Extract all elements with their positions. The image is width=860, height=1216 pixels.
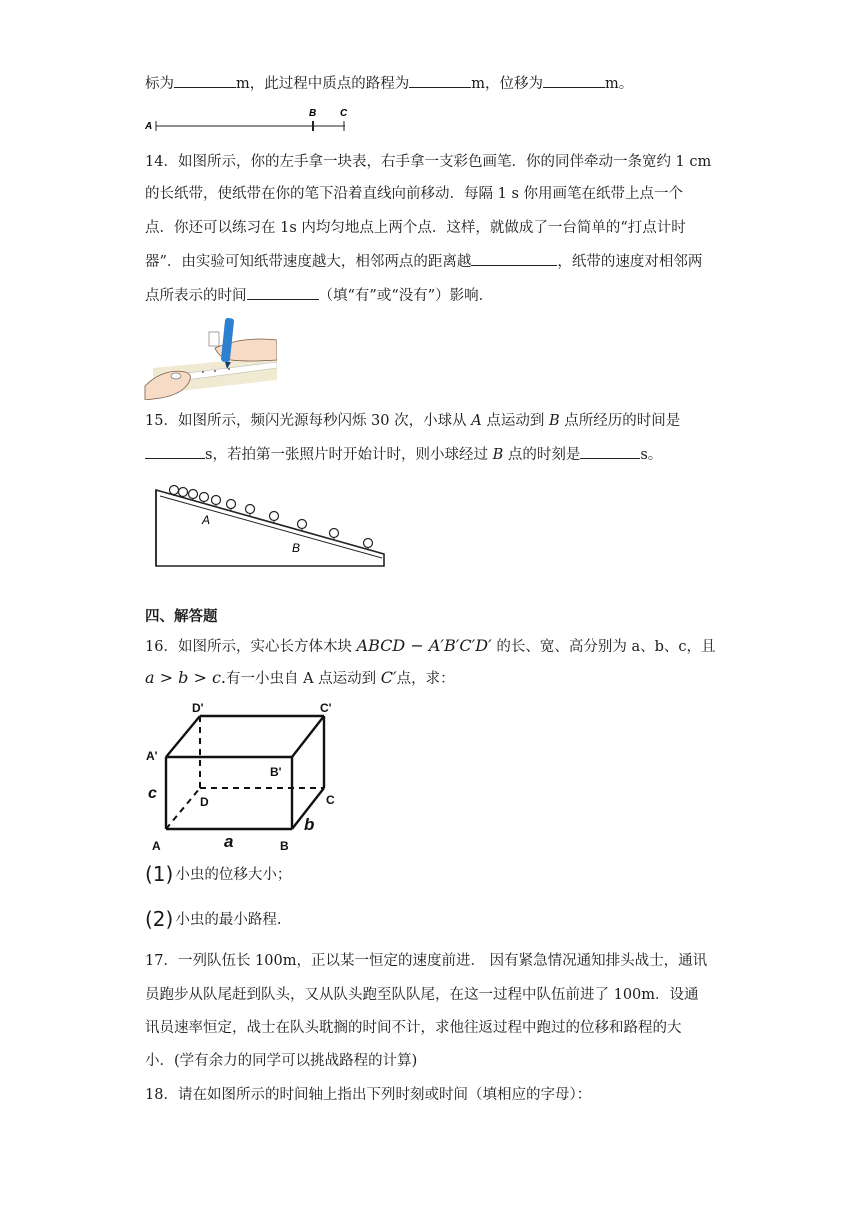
- q16-line-1: 16．如图所示，实心长方体木块 ABCD − A′B′C′D′ 的长、宽、高分别为 a、b、c，且: [145, 636, 716, 655]
- point-label-c: C: [340, 108, 348, 119]
- q16-line-2: a > b > c.有一小虫自 A 点运动到 C′点，求：: [145, 668, 455, 687]
- q16-subquestion-1: (1) 小虫的位移大小；: [145, 862, 292, 886]
- q17-line-4: 小．(学有余力的同学可以挑战路程的计算): [145, 1053, 418, 1069]
- vertex-label-d: D: [200, 795, 209, 809]
- answer-blank[interactable]: [409, 73, 471, 88]
- edge-label-a: a: [224, 832, 234, 851]
- point-label-b: B: [309, 108, 317, 119]
- vertex-label-c: C: [326, 793, 335, 807]
- q14-line-2: 的长纸带，使纸带在你的笔下沿着直线向前移动．每隔 1 s 你用画笔在纸带上点一个: [145, 186, 683, 202]
- inclined-plane-figure: [150, 478, 390, 570]
- vertex-label-b: B: [280, 839, 289, 853]
- point-label-a: A: [145, 121, 153, 132]
- slope-label-a: A: [202, 513, 211, 527]
- vertex-label-b-prime: B': [270, 765, 282, 779]
- slope-label-b: B: [292, 541, 301, 555]
- q14-line-1: 14．如图所示，你的左手拿一块表，右手拿一支彩色画笔．你的同伴牵动一条宽约 1 cm: [145, 154, 712, 170]
- q17-line-1: 17．一列队伍长 100m，正以某一恒定的速度前进． 因有紧急情况通知排头战士，通讯: [145, 953, 708, 969]
- vertex-label-d-prime: D': [192, 701, 204, 715]
- vertex-label-a: A: [152, 839, 161, 853]
- vertex-label-c-prime: C': [320, 701, 332, 715]
- edge-label-c: c: [148, 785, 157, 802]
- q15-line-2: s，若拍第一张照片时开始计时，则小球经过 B 点的时刻是 s。: [145, 444, 662, 465]
- q13-tail-line: 标为 m，此过程中质点的路程为 m，位移为 m。: [145, 73, 633, 94]
- ticker-tape-illustration: [143, 316, 277, 400]
- q16-subquestion-2: (2) 小虫的最小路程.: [145, 907, 282, 931]
- q17-line-2: 员跑步从队尾赶到队头，又从队头跑至队队尾，在这一过程中队伍前进了 100m．设通: [145, 987, 699, 1003]
- answer-blank[interactable]: [580, 444, 640, 459]
- answer-blank[interactable]: [145, 444, 205, 459]
- answer-blank[interactable]: [471, 251, 557, 266]
- answer-blank[interactable]: [174, 73, 236, 88]
- vertex-label-a-prime: A': [146, 749, 158, 763]
- section-heading: 四、解答题: [145, 608, 218, 625]
- edge-label-b: b: [304, 815, 315, 834]
- q17-line-3: 讯员速率恒定，战士在队头耽搁的时间不计，求他往返过程中跑过的位移和路程的大: [145, 1020, 682, 1036]
- number-line-figure: [140, 104, 360, 134]
- cuboid-figure: [140, 698, 360, 854]
- q14-line-3: 点．你还可以练习在 1s 内均匀地点上两个点．这样，就做成了一台简单的“打点计时: [145, 220, 686, 236]
- answer-blank[interactable]: [543, 73, 605, 88]
- answer-blank[interactable]: [247, 285, 319, 300]
- q18-line-1: 18．请在如图所示的时间轴上指出下列时刻或时间（填相应的字母）：: [145, 1087, 592, 1103]
- q14-line-4: 器”．由实验可知纸带速度越大，相邻两点的距离越 ，纸带的速度对相邻两: [145, 251, 702, 272]
- q14-line-5: 点所表示的时间 （填“有”或“没有”）影响．: [145, 285, 493, 306]
- q15-line-1: 15．如图所示，频闪光源每秒闪烁 30 次，小球从 A 点运动到 B 点所经历的时间是: [145, 413, 681, 429]
